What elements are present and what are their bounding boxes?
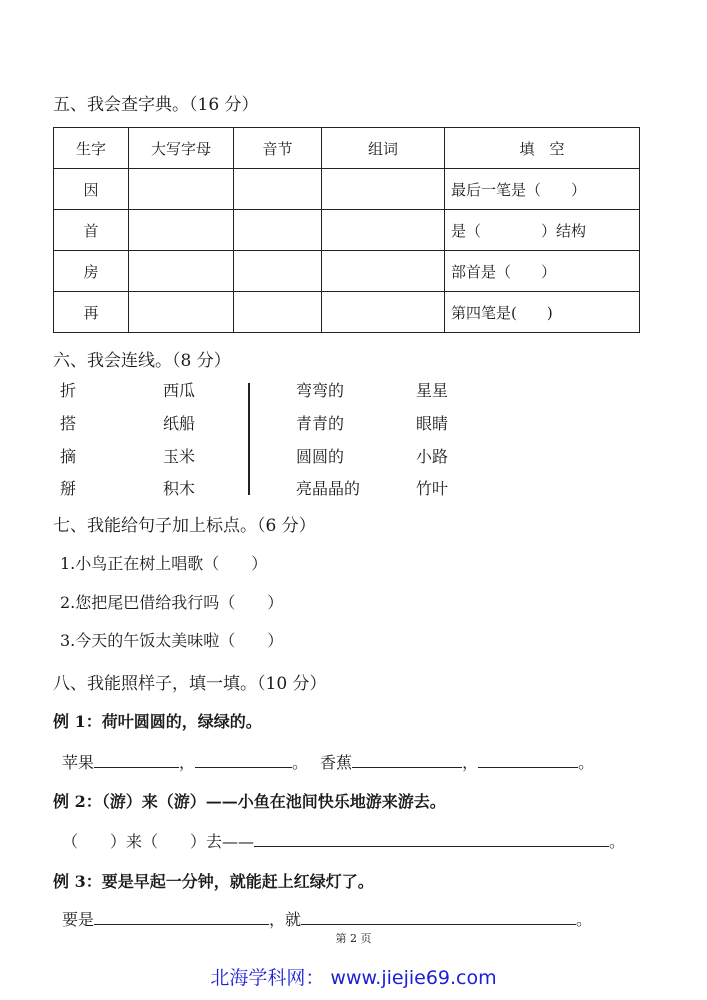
- row-fill: 最后一笔是（ ）: [445, 169, 640, 210]
- answer-cell[interactable]: [234, 251, 322, 292]
- example-1: 例 1：荷叶圆圆的，绿绿的。: [53, 712, 262, 731]
- fill-prefix: 要是: [62, 910, 95, 929]
- match-item[interactable]: 折: [60, 381, 77, 400]
- table-row: [54, 251, 640, 292]
- blank[interactable]: [94, 753, 179, 768]
- match-item[interactable]: 眼睛: [416, 414, 449, 433]
- match-item[interactable]: 竹叶: [416, 479, 449, 498]
- header-capital: 大写字母: [129, 128, 234, 169]
- match-item[interactable]: 星星: [416, 381, 449, 400]
- section5-title: 五、我会查字典。（16 分）: [53, 95, 259, 115]
- blank[interactable]: [478, 753, 578, 768]
- header-char: 生字: [54, 128, 129, 169]
- punctuation-item[interactable]: 1.小鸟正在树上唱歌（ ）: [60, 554, 268, 573]
- row-char: 首: [54, 210, 129, 251]
- row-char: 因: [54, 169, 129, 210]
- row-char: 房: [54, 251, 129, 292]
- fill-prefix: ，就: [269, 910, 302, 929]
- match-item[interactable]: 小路: [416, 447, 449, 466]
- example-3: 例 3：要是早起一分钟，就能赶上红绿灯了。: [53, 872, 374, 891]
- page-number: 第 2 页: [335, 932, 372, 945]
- section6-title: 六、我会连线。（8 分）: [53, 351, 231, 371]
- answer-cell[interactable]: [129, 169, 234, 210]
- blank[interactable]: [254, 832, 609, 847]
- fill-line-3: 要是 ，就 。: [62, 910, 593, 929]
- dictionary-table: [53, 127, 640, 333]
- match-item[interactable]: 西瓜: [163, 381, 196, 400]
- answer-cell[interactable]: [322, 169, 445, 210]
- answer-cell[interactable]: [234, 210, 322, 251]
- match-item[interactable]: 纸船: [163, 414, 196, 433]
- answer-cell[interactable]: [322, 251, 445, 292]
- match-item[interactable]: 弯弯的: [296, 381, 345, 400]
- match-item[interactable]: 玉米: [163, 447, 196, 466]
- match-item[interactable]: 青青的: [296, 414, 345, 433]
- answer-cell[interactable]: [129, 210, 234, 251]
- row-fill: 部首是（ ）: [445, 251, 640, 292]
- example-2: 例 2：（游）来（游）——小鱼在池间快乐地游来游去。: [53, 792, 446, 811]
- answer-cell[interactable]: [129, 292, 234, 333]
- table-row: [54, 210, 640, 251]
- section8-title: 八、我能照样子，填一填。（10 分）: [53, 674, 327, 694]
- answer-cell[interactable]: [322, 210, 445, 251]
- punctuation-item[interactable]: 3.今天的午饭太美味啦（ ）: [60, 631, 284, 650]
- row-fill: 第四笔是( ): [445, 292, 640, 333]
- fill-prefix: 香蕉: [320, 753, 353, 772]
- header-syllable: 音节: [234, 128, 322, 169]
- header-fill: 填 空: [445, 128, 640, 169]
- blank[interactable]: [94, 910, 269, 925]
- table-header-row: [54, 128, 640, 169]
- fill-prefix: 苹果: [62, 753, 95, 772]
- match-item[interactable]: 圆圆的: [296, 447, 345, 466]
- row-fill: 是（ ）结构: [445, 210, 640, 251]
- fill-line-2: （ ）来（ ）去—— 。: [62, 832, 626, 851]
- blank[interactable]: [195, 753, 292, 768]
- footer-site-link[interactable]: 北海学科网： www.jiejie69.com: [210, 967, 497, 989]
- match-item[interactable]: 摘: [60, 447, 77, 466]
- header-word: 组词: [322, 128, 445, 169]
- answer-cell[interactable]: [129, 251, 234, 292]
- blank[interactable]: [301, 910, 576, 925]
- answer-cell[interactable]: [234, 169, 322, 210]
- match-item[interactable]: 积木: [163, 479, 196, 498]
- match-item[interactable]: 掰: [60, 479, 77, 498]
- punctuation-item[interactable]: 2.您把尾巴借给我行吗（ ）: [60, 593, 284, 612]
- table-row: [54, 292, 640, 333]
- blank[interactable]: [352, 753, 462, 768]
- match-item[interactable]: 搭: [60, 414, 77, 433]
- row-char: 再: [54, 292, 129, 333]
- fill-prefix: （ ）来（ ）去——: [62, 832, 255, 851]
- match-item[interactable]: 亮晶晶的: [296, 479, 361, 498]
- fill-line-1: 苹果 ， 。 香蕉 ， 。: [62, 753, 595, 772]
- answer-cell[interactable]: [322, 292, 445, 333]
- table-row: [54, 169, 640, 210]
- divider-line: [248, 383, 250, 495]
- answer-cell[interactable]: [234, 292, 322, 333]
- section7-title: 七、我能给句子加上标点。（6 分）: [53, 516, 316, 536]
